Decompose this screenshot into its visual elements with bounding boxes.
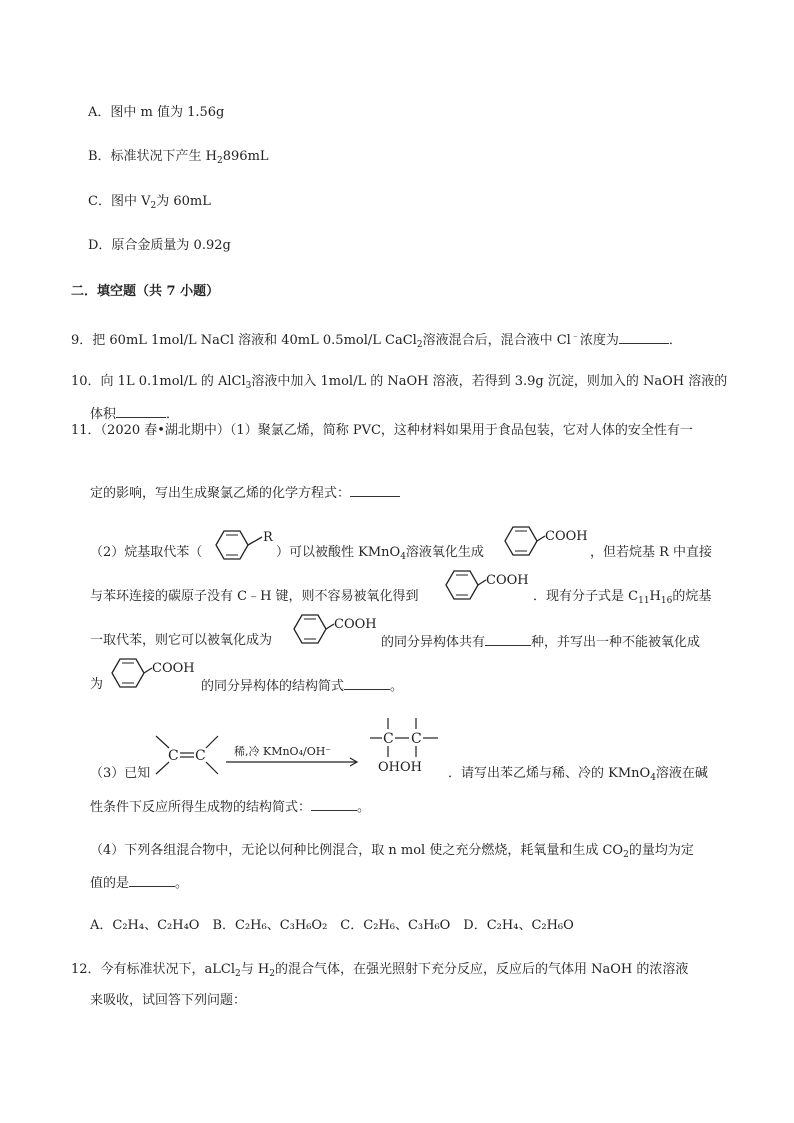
answer-blank[interactable] (344, 676, 390, 690)
q11-part2-line-3b: 的同分异构体共有 种，并写出一种不能被氧化成 (381, 632, 700, 652)
q11-part2-line-2b: ．现有分子式是 $C_{11}H_{16}$的烷基 (533, 589, 712, 606)
option-d: D．原合金质量为 0.92g (88, 238, 231, 253)
carbon-label: C (383, 731, 394, 747)
carbon-label: C (411, 731, 422, 747)
option-a: A．图中 m 值为 1.56g (88, 105, 225, 120)
option-c: C．图中 $V_2$为 60mL (88, 194, 211, 211)
q11-part3-text-b: ．请写出苯乙烯与稀、冷的 KMnO$_4$溶液在碱 (448, 766, 708, 783)
cooh-label: COOH (545, 529, 588, 544)
cooh-label: COOH (486, 573, 529, 588)
question-9: 9．把 60mL 1mol/L NaCl 溶液和 40mL 0.5mol/L CaCl$_2$溶液混合后，混合液中 Cl﹣浓度为 ． (71, 332, 682, 350)
benzoic-acid-structure (286, 609, 378, 649)
answer-blank[interactable] (485, 632, 531, 646)
question-12-line-2: 来吸收，试回答下列问题： (90, 993, 247, 1008)
q11-part2-text-a: （2）烷基取代苯（ (90, 545, 203, 560)
question-12-line-1: 12．今有标准状况下，aLCl$_2$与 $H_2$的混合气体，在强光照射下充分反应，反应后的气体用 NaOH 的浓溶液 (71, 962, 689, 979)
answer-blank[interactable] (311, 797, 357, 811)
q11-part2-line-4a: 为 (90, 677, 104, 692)
option-b: B．标准状况下产生 $H_2896mL$ (88, 149, 269, 166)
section-heading: 二．填空题（共 7 小题） (71, 284, 220, 299)
benzoic-acid-structure (497, 521, 589, 561)
question-10-line-2: 体积 ． (90, 404, 179, 424)
q11-part3-line-2: 性条件下反应所得生成物的结构简式： 。 (90, 797, 370, 817)
q11-part2-line-3a: 一取代苯，则它可以被氧化成为 (90, 633, 273, 648)
q11-part2-text-c: ，但若烷基 R 中直接 (590, 545, 713, 560)
q11-part4-line-1: （4）下列各组混合物中，无论以何种比例混合，取 n mol 使之充分燃烧，耗氧量和生成 $CO_2$的量均为定 (90, 843, 694, 860)
alkene-structure (154, 730, 220, 782)
reaction-arrow (224, 744, 364, 768)
hydroxyl-labels: OHOH (378, 760, 422, 775)
alkylbenzene-structure (208, 527, 272, 563)
benzoic-acid-structure (104, 653, 196, 693)
q11-part3-text-a: （3）已知 (90, 766, 151, 781)
answer-blank[interactable] (129, 873, 175, 887)
cooh-label: COOH (334, 617, 377, 632)
diol-structure (368, 714, 448, 780)
q11-part2-text-b: ）可以被酸性 KMnO$_4$溶液氧化生成 (276, 545, 484, 562)
q11-part2-line-2a: 与苯环连接的碳原子没有 C﹣H 键，则不容易被氧化得到 (90, 589, 419, 604)
q11-part2-line-4b: 的同分异构体的结构简式 。 (201, 676, 403, 696)
q11-part4-choices: A．C₂H₄、C₂H₄O B．C₂H₆、C₃H₆O₂ C．C₂H₆、C₃H₆O D．C₂H₄、C₂H₆O (90, 918, 574, 933)
question-11-line-2: 定的影响，写出生成聚氯乙烯的化学方程式： (90, 483, 400, 503)
carbon-label: C (195, 748, 206, 764)
answer-blank[interactable] (350, 483, 400, 497)
cooh-label: COOH (152, 661, 195, 676)
q11-part4-line-2: 值的是 。 (90, 873, 188, 893)
arrow-condition: 稀,冷 KMnO₄/OH⁻ (234, 745, 332, 758)
benzoic-acid-structure (438, 565, 530, 605)
r-group-label: R (263, 530, 273, 545)
question-10-line-1: 10．向 1L 0.1mol/L 的 AlCl$_3$溶液中加入 1mol/L 的 NaOH 溶液，若得到 3.9g 沉淀，则加入的 NaOH 溶液的 (71, 374, 728, 391)
question-11-line-1: 11．（2020 春•湖北期中）（1）聚氯乙烯，简称 PVC，这种材料如果用于食品包装，它对人体的安全性有一 (71, 423, 693, 438)
answer-blank[interactable] (619, 330, 669, 344)
carbon-label: C (168, 748, 179, 764)
answer-blank[interactable] (116, 404, 166, 418)
